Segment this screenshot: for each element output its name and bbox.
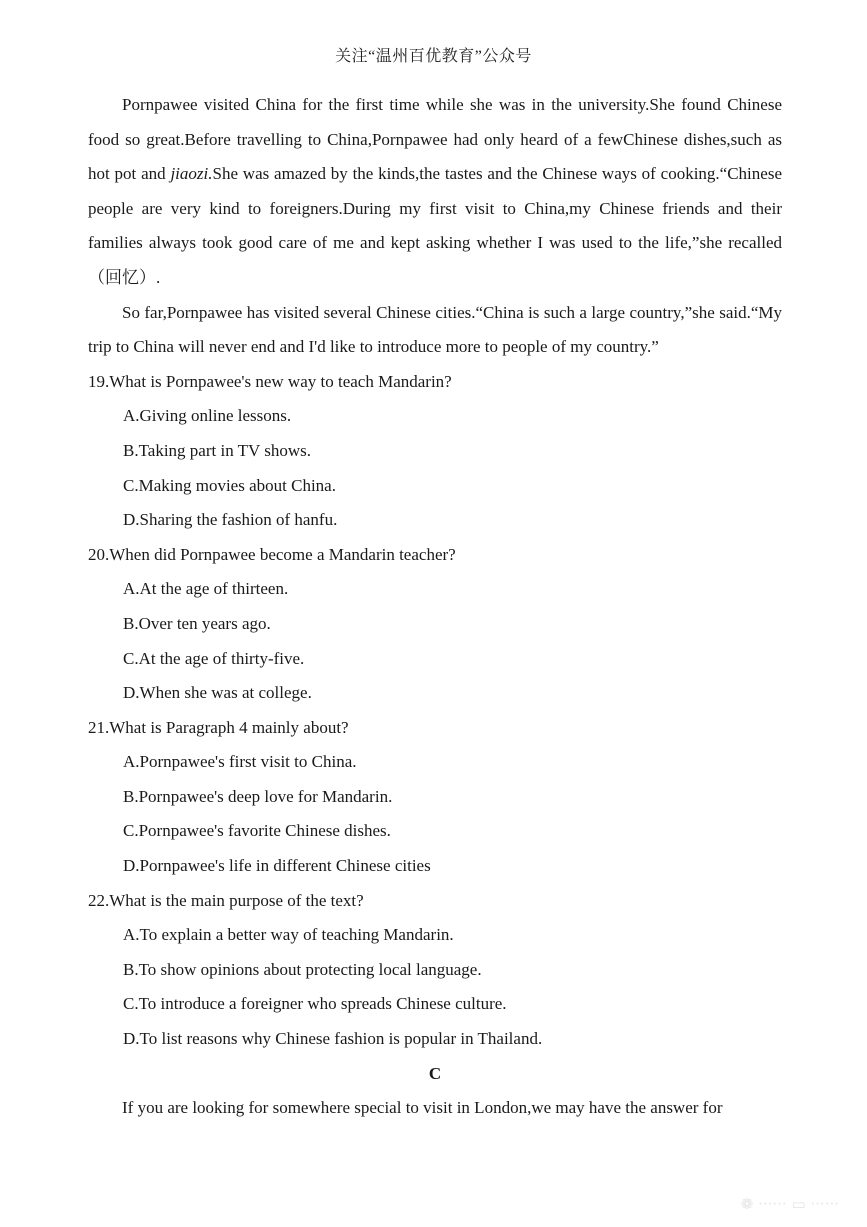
question-20-option-c: C.At the age of thirty-five. (123, 648, 305, 668)
passage-content (88, 88, 782, 1126)
watermark-logo: ❁ ······ ▭ ······ (740, 1195, 839, 1213)
question-20: 20.When did Pornpawee become a Mandarin teacher? (88, 544, 456, 564)
question-19-option-b: B.Taking part in TV shows. (123, 440, 312, 460)
paragraph-1-part-a: Pornpawee visited China for the first time while she was in the university.She found Chinese food so great.Before travelling to China,Pornpawee had only heard of a fewChinese dishes,such as hot pot and (88, 95, 782, 184)
question-19-option-d: D.Sharing the fashion of hanfu. (123, 510, 338, 530)
question-20-option-b: B.Over ten years ago. (123, 613, 271, 633)
question-22-option-c: C.To introduce a foreigner who spreads Chinese culture. (123, 994, 507, 1014)
question-21-option-d: D.Pornpawee's life in different Chinese cities (123, 856, 431, 876)
passage-paragraph-1 (88, 88, 782, 296)
question-20-option-d: D.When she was at college. (123, 683, 312, 703)
question-19-option-c: C.Making movies about China. (123, 475, 336, 495)
paragraph-1-italic: jiaozi. (170, 164, 213, 184)
section-c-first-line: If you are looking for somewhere special to visit in London,we may have the answer for (122, 1098, 723, 1118)
question-21: 21.What is Paragraph 4 mainly about? (88, 717, 349, 737)
section-c-title: C (428, 1063, 442, 1083)
question-19-option-a: A.Giving online lessons. (123, 406, 292, 426)
question-21-option-c: C.Pornpawee's favorite Chinese dishes. (123, 821, 391, 841)
question-22: 22.What is the main purpose of the text? (88, 890, 364, 910)
question-22-option-a: A.To explain a better way of teaching Mandarin. (123, 925, 454, 945)
question-20-option-a: A.At the age of thirteen. (123, 579, 289, 599)
question-21-option-b: B.Pornpawee's deep love for Mandarin. (123, 786, 393, 806)
passage-paragraph-2: So far,Pornpawee has visited several Chinese cities.“China is such a large country,”she said.“My trip to China will never end and I'd like to introduce more to people of my country.” (88, 302, 782, 357)
question-21-option-a: A.Pornpawee's first visit to China. (123, 752, 357, 772)
question-19: 19.What is Pornpawee's new way to teach Mandarin? (88, 371, 452, 391)
page-header: 关注“温州百优教育”公众号 (335, 48, 532, 65)
question-22-option-d: D.To list reasons why Chinese fashion is popular in Thailand. (123, 1029, 543, 1049)
paragraph-1-part-b: She was amazed by the kinds,the tastes and the Chinese ways of cooking.“Chinese people are very kind to foreigners.During my first visit to China,my Chinese friends and their families always took good care of me and kept asking whether I was used to the life,”she recalled（回忆）. (88, 164, 782, 287)
question-22-option-b: B.To show opinions about protecting local language. (123, 959, 482, 979)
